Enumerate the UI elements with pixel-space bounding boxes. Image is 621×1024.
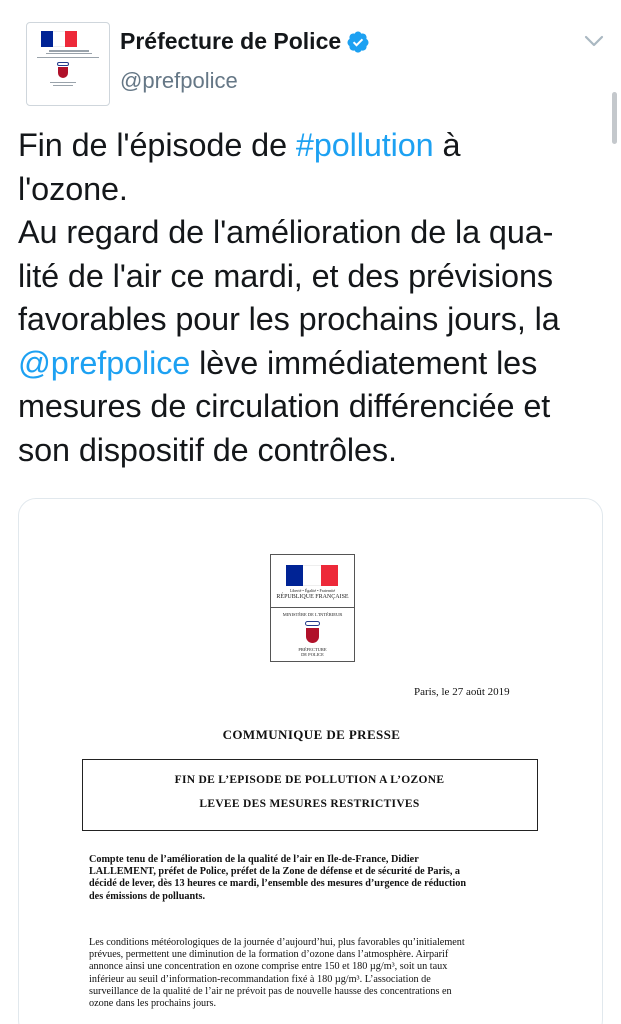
document-text-line: annonce ainsi une concentration en ozone comprise entre 150 et 180 µg/m³, soit un taux [89,961,448,973]
verified-badge-icon [346,30,370,54]
police-shield-icon [306,628,319,643]
user-handle[interactable]: @prefpolice [120,68,238,93]
tweet-text-line [18,298,614,342]
avatar-text-line [53,85,73,86]
document-title: FIN DE L’EPISODE DE POLLUTION A L’OZONE [174,774,445,786]
document-heading: COMMUNIQUE DE PRESSE [222,727,401,742]
document-text-line: Les conditions météorologiques de la journée d’aujourd’hui, plus favorables qu’initialement [89,937,465,948]
avatar-text-line [46,53,92,54]
tweet-header [0,0,621,110]
avatar-text-line [49,50,89,52]
document-text-line: décidé de lever, dès 13 heures ce mardi, l’ensemble des mesures d’urgence de réduction [89,878,466,890]
document-paragraph-2 [89,937,534,1010]
tweet-text-segment: l'ozone. [18,170,128,207]
document-text-line: Compte tenu de l’amélioration de la qualité de l’air en Île-de-France, Didier [89,854,419,865]
tweet-text-segment: Fin de l'épisode de [18,127,296,163]
display-name[interactable]: Préfecture de Police [120,28,342,54]
tweet-text-line [18,168,614,212]
document-title-box [82,759,538,831]
flag-red-band [321,565,338,586]
tweet-text-line [18,342,614,386]
logo-prefecture: PRÉFECTURE [298,647,327,652]
avatar[interactable] [26,22,110,106]
document-text-line: surveillance de la qualité de l’air ne prévoit pas de nouvelle hausse des concentrations en [89,985,452,997]
document-text-line: LALLEMENT, préfet de Police, préfet de la Zone de défense et de sécurité de Paris, a [89,866,461,878]
logo-police: DE POLICE [301,652,324,657]
document-text-line: ozone dans les prochains jours. [89,998,217,1010]
logo-republic: RÉPUBLIQUE FRANÇAISE [276,594,349,600]
ministry-label [271,612,354,617]
flag-red-band [65,31,77,47]
flag-blue-band [286,565,303,586]
flag-white-band [53,31,65,47]
prefecture-logo [270,554,355,662]
tweet-text-line [18,124,614,168]
prefecture-police-label [271,647,354,657]
tweet-text-line [18,255,614,299]
press-release-document [19,499,603,1024]
tweet-text-segment: son dispositif de contrôles. [18,431,397,468]
tweet-text-line [18,429,614,473]
paris-ship-icon [57,62,69,66]
tweet-text-segment: lité de l'air ce mardi, et des prévisions [18,257,553,294]
avatar-divider [37,57,99,58]
paris-ship-icon [305,621,320,626]
flag-white-band [303,565,320,586]
document-text-line: des émissions de polluants. [89,890,206,902]
police-shield-icon [58,67,68,78]
french-flag-icon [41,31,77,47]
logo-divider [271,607,354,608]
tweet-text-segment: lève immédiatement les [190,344,538,381]
hashtag-link[interactable]: #pollution [295,127,434,163]
logo-motto: Liberté • Égalité • Fraternité [289,588,336,593]
document-paragraph-1 [89,854,534,903]
logo-ministry: MINISTÈRE DE L'INTÉRIEUR [282,612,343,617]
tweet-text-segment: mesures de circulation différenciée et [18,388,551,424]
document-text-line: prévues, permettent une diminution de la formation d’ozone dans l’atmosphère. Airparif [89,949,449,961]
tweet-media-image[interactable] [18,498,603,1024]
tweet-text-segment: favorables pour les prochains jours, la [18,301,560,337]
tweet-text [18,124,614,472]
tweet-text-segment: à [433,127,461,163]
document-date: Paris, le 27 août 2019 [414,686,510,698]
flag-blue-band [41,31,53,47]
document-subtitle: LEVEE DES MESURES RESTRICTIVES [199,798,420,810]
tweet-text-segment: Au regard de l'amélioration de la qua- [18,214,554,250]
chevron-down-icon[interactable] [583,33,605,49]
french-flag-icon [286,565,338,586]
avatar-text-line [50,82,76,83]
document-text-line: inférieur au seuil d’information-recommandation fixé à 180 µg/m³. L’association de [89,973,431,985]
republique-francaise-label [271,588,354,601]
mention-link[interactable]: @prefpolice [18,344,191,381]
tweet-text-line [18,385,614,429]
tweet-text-line [18,211,614,255]
